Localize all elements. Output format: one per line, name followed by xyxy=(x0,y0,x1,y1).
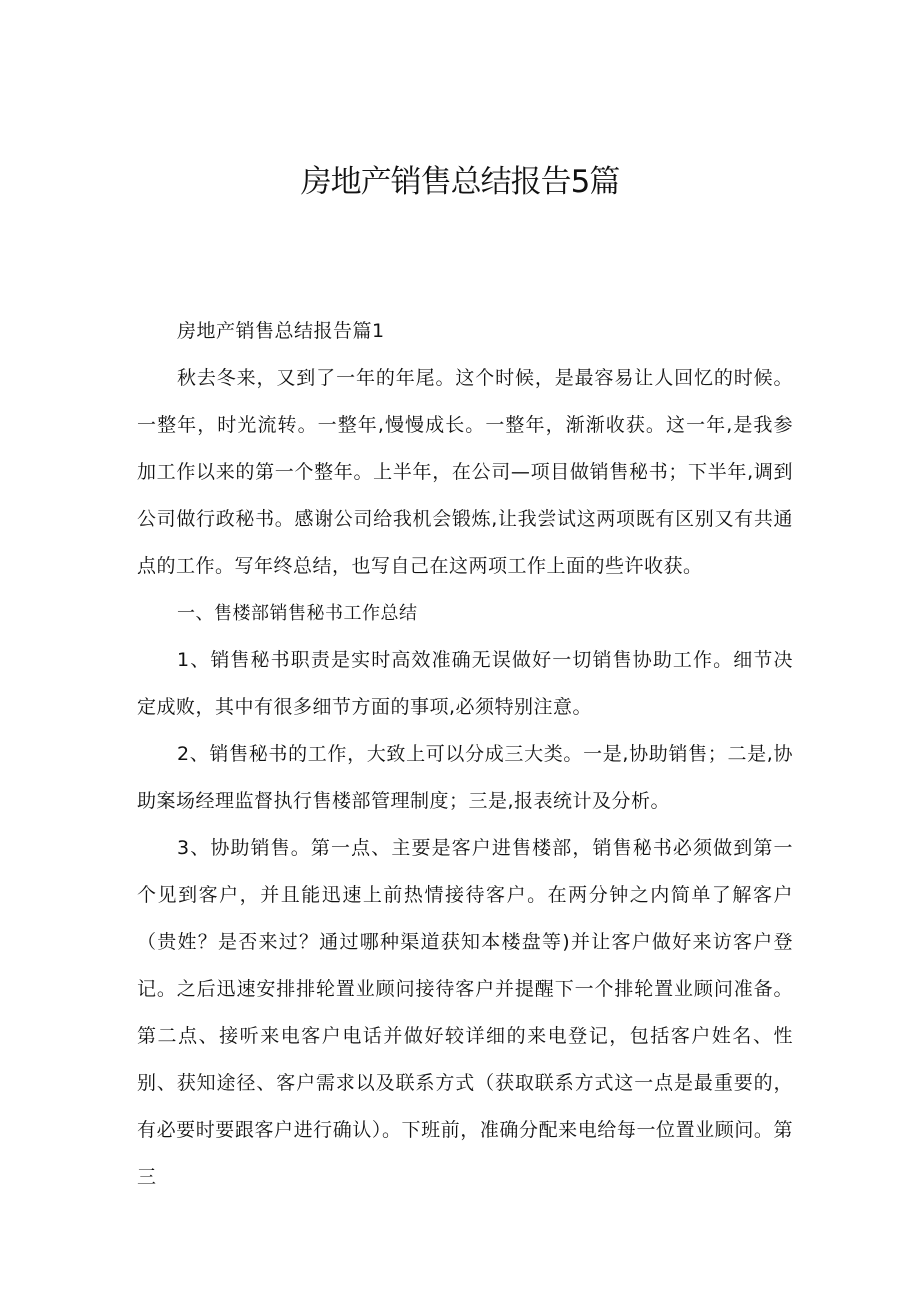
paragraph-item-2: 2、销售秘书的工作，大致上可以分成三大类。一是,协助销售；二是,协助案场经理监督执行售楼部管理制度；三是,报表统计及分析。 xyxy=(137,743,793,812)
article-heading: 房地产销售总结报告篇1 xyxy=(177,320,385,342)
document-body xyxy=(137,308,793,1201)
section-heading: 一、售楼部销售秘书工作总结 xyxy=(177,603,418,624)
document-title: 房地产销售总结报告5篇 xyxy=(300,164,620,200)
paragraph-item-3: 3、协助销售。第一点、主要是客户进售楼部，销售秘书必须做到第一个见到客户，并且能迅速上前热情接待客户。在两分钟之内简单了解客户（贵姓？是否来过？通过哪种渠道获知本楼盘等)并让客户做好来访客户登记。之后迅速安排排轮置业顾问接待客户并提醒下一个排轮置业顾问准备。第二点、接听来电客户电话并做好较详细的来电登记，包括客户姓名、性别、获知途径、客户需求以及联系方式（获取联系方式这一点是最重要的，有必要时要跟客户进行确认）。下班前，准确分配来电给每一位置业顾问。第三 xyxy=(137,837,793,1188)
paragraph-intro: 秋去冬来，又到了一年的年尾。这个时候，是最容易让人回忆的时候。一整年，时光流转。一整年,慢慢成长。一整年，渐渐收获。这一年,是我参加工作以来的第一个整年。上半年，在公司—项目做销售秘书；下半年,调到公司做行政秘书。感谢公司给我机会锻炼,让我尝试这两项既有区别又有共通点的工作。写年终总结，也写自己在这两项工作上面的些许收获。 xyxy=(137,367,793,577)
paragraph-item-1: 1、销售秘书职责是实时高效准确无误做好一切销售协助工作。细节决定成败，其中有很多细节方面的事项,必须特别注意。 xyxy=(137,649,793,718)
